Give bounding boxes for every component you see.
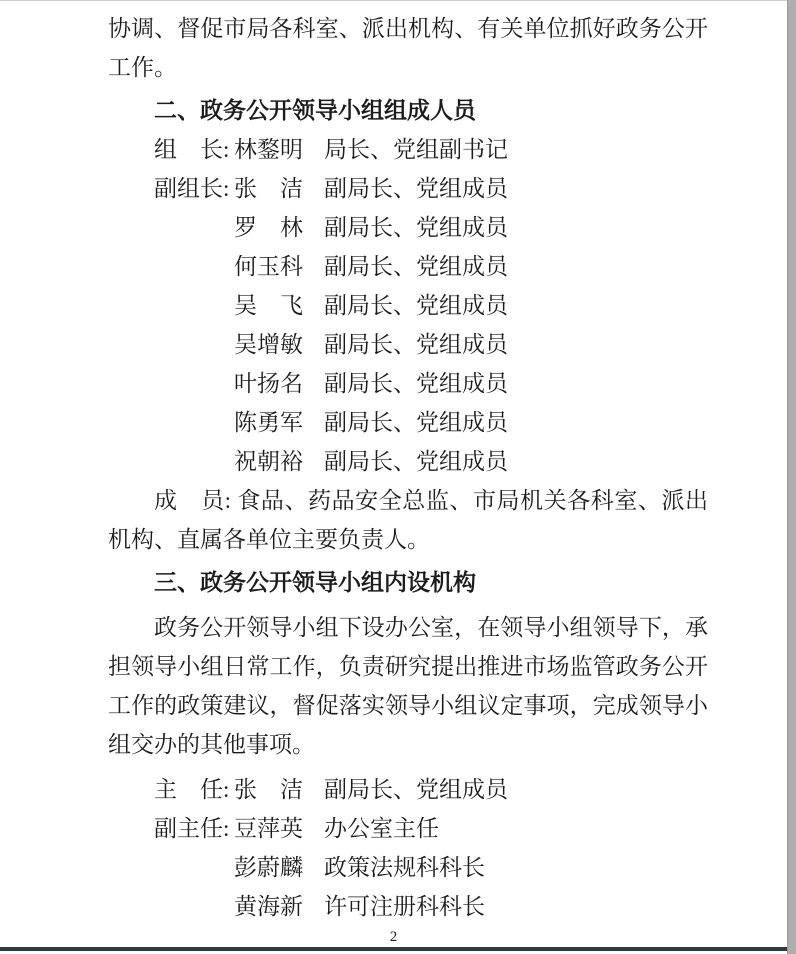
leader-row: [108, 403, 708, 442]
person-title: 副局长、党组成员: [324, 332, 508, 357]
person-name: 林鍪明: [234, 137, 303, 162]
person-title: 副局长、党组成员: [324, 254, 508, 279]
leader-row: [108, 130, 708, 169]
person-name: 吴增敏: [234, 332, 303, 357]
role-label: 主 任:: [154, 777, 230, 802]
leader-row: [108, 325, 708, 364]
leader-row: [108, 247, 708, 286]
paragraph-members: 成 员: 食品、药品安全总监、市局机关各科室、派出机构、直属各单位主要负责人。: [108, 488, 708, 552]
leader-row: [108, 208, 708, 247]
document-content: [108, 9, 708, 926]
person-name: 张 洁: [234, 777, 303, 802]
paragraph-continuation: 协调、督促市局各科室、派出机构、有关单位抓好政务公开工作。: [108, 16, 708, 80]
person-title: 副局长、党组成员: [324, 176, 508, 201]
leader-row: [108, 364, 708, 403]
leader-row: [108, 442, 708, 481]
office-row: [108, 809, 708, 848]
office-rows: [108, 770, 708, 926]
section-heading-composition: 二、政务公开领导小组组成人员: [154, 97, 476, 123]
leader-row: [108, 169, 708, 208]
person-name: 张 洁: [234, 176, 303, 201]
person-name: 黄海新: [234, 894, 303, 919]
person-title: 办公室主任: [324, 816, 439, 841]
person-name: 罗 林: [234, 215, 303, 240]
person-title: 局长、党组副书记: [324, 137, 508, 162]
page-bottom-border: [0, 947, 787, 951]
section-heading-internal: 三、政务公开领导小组内设机构: [154, 569, 476, 595]
page-number: 2: [389, 929, 398, 945]
person-name: 叶扬名: [234, 371, 303, 396]
person-title: 副局长、党组成员: [324, 410, 508, 435]
office-row: [108, 770, 708, 809]
paragraph-office: 政务公开领导小组下设办公室，在领导小组领导下，承担领导小组日常工作，负责研究提出推进市场监管政务公开工作的政策建议，督促落实领导小组议定事项，完成领导小组交办的其他事项。: [108, 615, 708, 757]
leader-rows: [108, 130, 708, 481]
scrollbar-track[interactable]: [787, 0, 796, 954]
page-top-border: [0, 0, 787, 1]
leader-row: [108, 286, 708, 325]
office-row: [108, 848, 708, 887]
role-label: 副组长:: [154, 176, 230, 201]
person-name: 彭蔚麟: [234, 855, 303, 880]
person-title: 副局长、党组成员: [324, 777, 508, 802]
person-title: 政策法规科科长: [324, 855, 485, 880]
person-title: 副局长、党组成员: [324, 215, 508, 240]
person-title: 副局长、党组成员: [324, 449, 508, 474]
person-name: 祝朝裕: [234, 449, 303, 474]
office-row: [108, 887, 708, 926]
person-name: 陈勇军: [234, 410, 303, 435]
person-title: 副局长、党组成员: [324, 371, 508, 396]
person-title: 副局长、党组成员: [324, 293, 508, 318]
person-title: 许可注册科科长: [324, 894, 485, 919]
person-name: 何玉科: [234, 254, 303, 279]
person-name: 豆萍英: [234, 816, 303, 841]
role-label: 副主任:: [154, 816, 230, 841]
role-label: 组 长:: [154, 137, 230, 162]
person-name: 吴 飞: [234, 293, 303, 318]
